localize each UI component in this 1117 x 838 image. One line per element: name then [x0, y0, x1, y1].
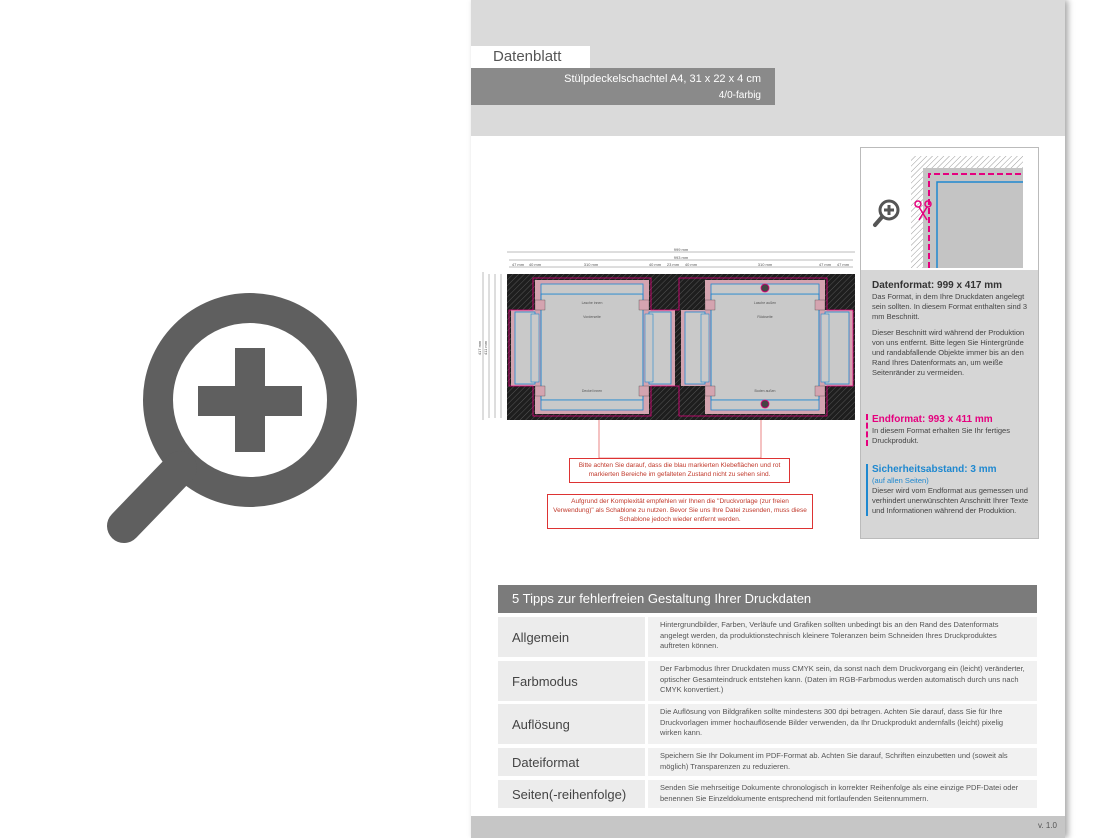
- datasheet-page: [471, 0, 1065, 838]
- safety-text: Dieser wird vom Endformat aus gemessen und verhindert unerwünschten Anschnitt Ihrer Texte und Informationen während der Produktion.: [872, 486, 1029, 515]
- tips-title: 5 Tipps zur fehlerfreien Gestaltung Ihrer Druckdaten: [498, 585, 1037, 613]
- table-row: [498, 748, 1037, 776]
- data-format-text: Das Format, in dem Ihre Druckdaten angelegt sein sollten. In diesem Format enthalten sind 3 mm Beschnitt.: [872, 292, 1028, 321]
- format-info-panel: [860, 147, 1039, 539]
- note-template-text: Aufgrund der Komplexität empfehlen wir Ihnen die "Druckvorlage (zur freien Verwendung)" als Schablone zu nutzen. Bevor Sie uns Ihre Datei zusenden, muss diese Schablone jedoch wieder entfernt werden.: [553, 498, 807, 523]
- dim-seg-7: 310 mm: [757, 262, 773, 267]
- tip-text: Die Auflösung von Bildgrafiken sollte mindestens 300 dpi betragen. Achten Sie darauf, dass Sie für Ihre Druckvorlagen immer hochauflösende Bilder verwenden, da Ihr Druckprodukt andernfalls (leicht) pixelig wirken kann.: [648, 704, 1037, 744]
- dim-seg-4: 40 mm: [648, 262, 662, 267]
- tip-text: Hintergrundbilder, Farben, Verläufe und Grafiken sollten unbedingt bis an den Rand des Datenformats angelegt werden, da produktionstechnisch kleinere Toleranzen beim Schneiden Ihres Druckproduktes auftreten können.: [648, 617, 1037, 657]
- end-format-text: In diesem Format erhalten Sie Ihr fertiges Druckprodukt.: [872, 426, 1010, 445]
- note-glue-text: Bitte achten Sie darauf, dass die blau markierten Klebeflächen und rot markierten Bereiche im gefalteten Zustand nicht zu sehen sind.: [578, 462, 781, 478]
- tip-text: Der Farbmodus Ihrer Druckdaten muss CMYK sein, da sonst nach dem Druckvorgang ein (leicht) veränderter, optischer Gesamteindruck entstehen kann. (Daten im RGB-Farbmodus werden automatisch durch uns nach CMYK konvertiert.): [648, 661, 1037, 701]
- zoom-preview[interactable]: [861, 148, 1038, 270]
- dim-seg-5: 23 mm: [666, 262, 680, 267]
- subtitle-band: [471, 68, 775, 105]
- dim-final: 993 mm: [673, 255, 689, 260]
- table-row: [498, 780, 1037, 808]
- label-fold-1: Lasche innen: [581, 301, 603, 305]
- product-name: Stülpdeckelschachtel A4, 31 x 22 x 4 cm: [564, 73, 761, 85]
- data-format-text2: Dieser Beschnitt wird während der Produktion von uns entfernt. Bitte legen Sie Hintergründe und randabfallende Objekte immer bis an den Rand Ihres Datenformats an, um weiße Seitenränder zu vermeiden.: [872, 328, 1025, 377]
- note-template: [547, 494, 813, 529]
- dim-side-1: 417 mm: [477, 340, 482, 356]
- tip-label: Auflösung: [498, 704, 645, 744]
- tip-text: Senden Sie mehrseitige Dokumente chronologisch in korrekter Reihenfolge als eine einzige PDF-Datei oder benennen Sie Einzeldokumente entsprechend mit fortlaufenden Seitennummern.: [648, 780, 1037, 808]
- table-row: [498, 661, 1037, 701]
- dim-side-2: 411 mm: [483, 340, 488, 356]
- label-bottom: Boden außen: [754, 389, 776, 393]
- page-title: Datenblatt: [493, 48, 562, 65]
- table-row: [498, 704, 1037, 744]
- end-format-section: [866, 414, 1036, 446]
- label-fold-2: Lasche außen: [753, 301, 777, 305]
- dim-seg-6: 40 mm: [684, 262, 698, 267]
- title-box: [471, 46, 590, 68]
- tip-label: Allgemein: [498, 617, 645, 657]
- dim-seg-9: 47 mm: [836, 262, 850, 267]
- version-label: v. 1.0: [1038, 821, 1057, 830]
- label-back: Rückseite: [757, 315, 773, 319]
- note-glue-areas: [569, 458, 790, 483]
- dim-total: 999 mm: [673, 247, 689, 252]
- dim-seg-2: 40 mm: [528, 262, 542, 267]
- dim-seg-3: 310 mm: [583, 262, 599, 267]
- zoom-in-icon[interactable]: [875, 201, 898, 225]
- label-front: Vorderseite: [583, 315, 601, 319]
- dim-seg-8: 47 mm: [818, 262, 832, 267]
- dim-seg-1: 47 mm: [511, 262, 525, 267]
- table-row: [498, 617, 1037, 657]
- label-lid: Deckel innen: [581, 389, 603, 393]
- safety-sub: (auf allen Seiten): [872, 476, 929, 485]
- end-format-title: Endformat: 993 x 411 mm: [872, 414, 993, 425]
- tip-label: Dateiformat: [498, 748, 645, 776]
- safety-section: [866, 464, 1036, 516]
- data-format-section: [872, 280, 1036, 378]
- page-header: [471, 0, 1065, 136]
- data-format-title: Datenformat: 999 x 417 mm: [872, 280, 1003, 291]
- zoom-in-icon[interactable]: [102, 280, 362, 548]
- tip-label: Seiten(-reihenfolge): [498, 780, 645, 808]
- tip-label: Farbmodus: [498, 661, 645, 701]
- safety-title: Sicherheitsabstand: 3 mm: [872, 464, 997, 475]
- page-footer: [471, 816, 1065, 838]
- tip-text: Speichern Sie Ihr Dokument im PDF-Format ab. Achten Sie darauf, Schriften einzubetten und (soweit als möglich) Transparenzen zu reduzieren.: [648, 748, 1037, 776]
- color-mode: 4/0-farbig: [718, 90, 761, 101]
